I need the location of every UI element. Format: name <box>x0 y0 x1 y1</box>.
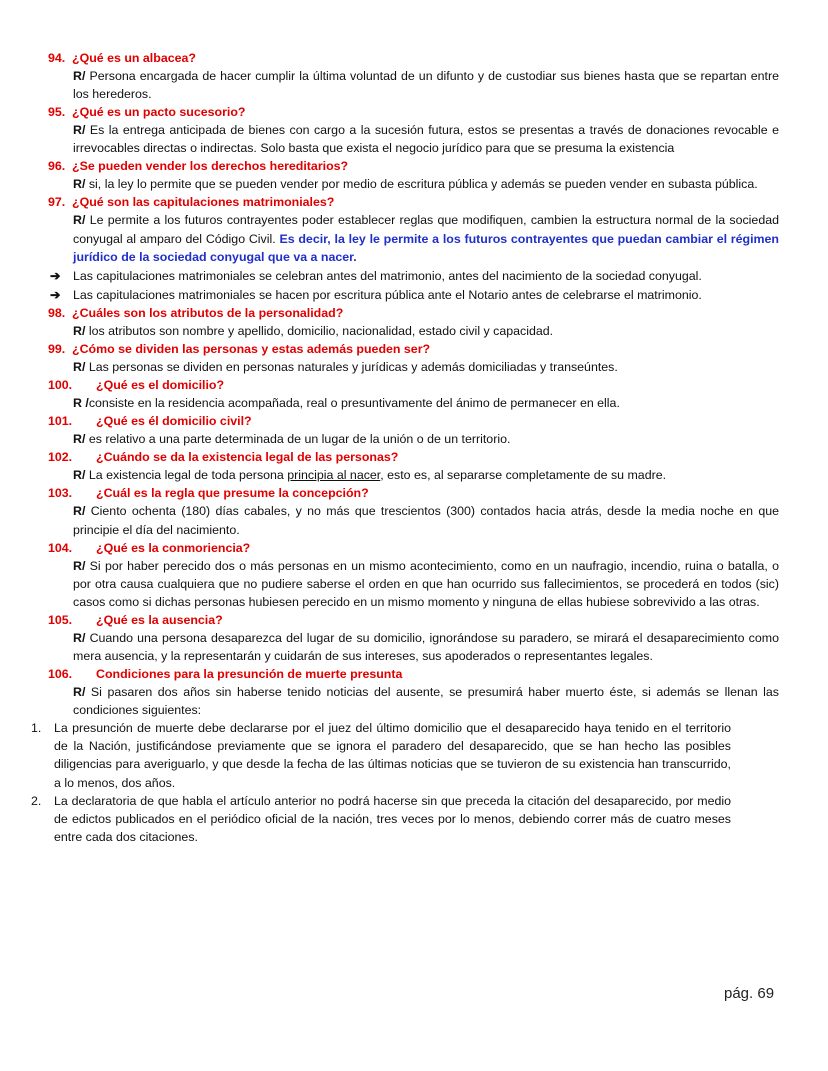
answer-94 <box>73 67 779 103</box>
answer-97 <box>73 211 779 265</box>
question-number: 96. <box>48 159 66 174</box>
question-number: 97. <box>48 195 66 210</box>
question-98 <box>48 304 779 322</box>
question-text: ¿Qué es la conmoriencia? <box>96 540 251 555</box>
answer-96 <box>73 175 779 193</box>
answer-prefix: R/ <box>73 685 86 700</box>
qa-entry-103 <box>48 484 779 538</box>
answer-text: Le permite a los futuros contrayentes poder establecer reglas que modifiquen, cambien la estructura normal de la sociedad conyugal al amparo del Código Civil. <box>73 213 779 246</box>
qa-list <box>0 49 779 846</box>
bullet-item <box>48 267 731 285</box>
answer-text: Las personas se dividen en personas naturales y jurídicas y además domiciliadas y transeúntes. <box>88 360 618 375</box>
question-100 <box>48 376 779 394</box>
question-96 <box>48 157 779 175</box>
question-94 <box>48 49 779 67</box>
item-text: La declaratoria de que habla el artículo anterior no podrá hacerse sin que preceda la citación del desaparecido, por medio de edictos publicados en el periódico oficial de la nación, tres veces por lo menos, debiendo correr más de cuatro meses entre cada dos citaciones. <box>54 793 731 844</box>
item-number: 1. <box>31 721 42 736</box>
question-text: ¿Qué son las capitulaciones matrimoniales? <box>72 195 335 210</box>
answer-text: Ciento ochenta (180) días cabales, y no más que trescientos (300) contados hacia atrás, desde la media noche en que principie el día del nacimiento. <box>73 504 779 537</box>
page-number: pág. 69 <box>724 985 775 1002</box>
question-102 <box>48 448 779 466</box>
qa-entry-102 <box>48 448 779 484</box>
question-text: ¿Qué es un albacea? <box>72 51 196 65</box>
question-number: 106. <box>48 667 73 682</box>
numbered-item <box>29 792 731 846</box>
qa-entry-99 <box>48 340 779 376</box>
qa-entry-101 <box>48 412 779 448</box>
answer-103 <box>73 502 779 538</box>
answer-prefix: R/ <box>73 69 86 83</box>
answer-text: si, la ley lo permite que se pueden vender por medio de escritura pública y además se pueden vender en subasta pública. <box>88 177 758 192</box>
question-text: ¿Cuándo se da la existencia legal de las personas? <box>96 450 399 465</box>
answer-text: los atributos son nombre y apellido, domicilio, nacionalidad, estado civil y capacidad. <box>88 323 554 338</box>
question-number: 95. <box>48 105 66 120</box>
question-text: ¿Se pueden vender los derechos hereditarios? <box>72 159 349 174</box>
qa-entry-95 <box>48 103 779 157</box>
question-text: ¿Qué es el domicilio? <box>96 378 225 393</box>
question-text: Condiciones para la presunción de muerte presunta <box>96 667 403 682</box>
answer-prefix: R/ <box>73 360 86 375</box>
answer-prefix: R / <box>73 396 89 411</box>
answer-underlined-text: principia al nacer <box>287 468 381 483</box>
answer-prefix: R/ <box>73 558 86 573</box>
question-number: 99. <box>48 342 66 357</box>
answer-text: es relativo a una parte determinada de un lugar de la unión o de un territorio. <box>88 432 511 447</box>
answer-106 <box>73 683 779 719</box>
answer-text-end: , esto es, al separarse completamente de su madre. <box>380 468 667 483</box>
question-number: 100. <box>48 378 73 393</box>
answer-100 <box>73 394 779 412</box>
question-95 <box>48 103 779 121</box>
answer-98 <box>73 322 779 340</box>
arrow-right-icon: ➔ <box>50 268 61 283</box>
question-101 <box>48 412 779 430</box>
answer-prefix: R/ <box>73 468 86 483</box>
answer-prefix: R/ <box>73 432 86 447</box>
qa-entry-98 <box>48 304 779 340</box>
answer-text: Es la entrega anticipada de bienes con cargo a la sucesión futura, estos se presentas a través de donaciones revocable e irrevocables directas o indirectas. Solo basta que exista el negocio jurídico para que se presuma la existencia <box>73 123 779 156</box>
qa-entry-94 <box>48 49 779 103</box>
answer-text: Cuando una persona desaparezca del lugar de su domicilio, ignorándose su paradero, se mirará el desaparecimiento como mera ausencia, y la representarán y cuidarán de sus intereses, sus apoderados o representantes legales. <box>73 630 779 663</box>
numbered-item <box>29 719 731 791</box>
answer-102 <box>73 466 779 484</box>
answer-prefix: R/ <box>73 504 86 519</box>
answer-emphasis: Es decir, la ley le permite a los futuros contrayentes que puedan cambiar el régimen jurídico de la sociedad conyugal que va a nacer. <box>73 231 779 264</box>
question-text: ¿Qué es un pacto sucesorio? <box>72 105 246 120</box>
answer-prefix: R/ <box>73 323 86 338</box>
question-number: 94. <box>48 51 66 65</box>
question-text: ¿Cómo se dividen las personas y estas además pueden ser? <box>72 342 431 357</box>
answer-104 <box>73 557 779 611</box>
bullet-text: Las capitulaciones matrimoniales se hacen por escritura pública ante el Notario antes de celebrarse el matrimonio. <box>73 287 702 302</box>
answer-text: Persona encargada de hacer cumplir la última voluntad de un difunto y de custodiar sus bienes hasta que se repartan entre los herederos. <box>73 69 779 102</box>
question-number: 101. <box>48 414 73 429</box>
qa-entry-96 <box>48 157 779 193</box>
answer-prefix: R/ <box>73 630 86 645</box>
question-104 <box>48 539 779 557</box>
answer-101 <box>73 430 779 448</box>
answer-prefix: R/ <box>73 123 86 138</box>
question-text: ¿Cuál es la regla que presume la concepción? <box>96 486 369 501</box>
qa-entry-100 <box>48 376 779 412</box>
bullet-text: Las capitulaciones matrimoniales se celebran antes del matrimonio, antes del nacimiento de la sociedad conyugal. <box>73 268 702 283</box>
bullet-item <box>48 286 731 304</box>
answer-text: La existencia legal de toda persona <box>88 468 288 483</box>
question-number: 103. <box>48 486 73 501</box>
question-text: ¿Qué es él domicilio civil? <box>96 414 252 429</box>
qa-entry-106 <box>48 665 779 719</box>
qa-entry-97 <box>48 193 779 265</box>
question-105 <box>48 611 779 629</box>
arrow-right-icon: ➔ <box>50 287 61 302</box>
item-number: 2. <box>31 793 42 808</box>
question-number: 104. <box>48 540 73 555</box>
answer-95 <box>73 121 779 157</box>
answer-105 <box>73 629 779 665</box>
question-97 <box>48 193 779 211</box>
question-text: ¿Cuáles son los atributos de la personalidad? <box>72 305 344 320</box>
question-99 <box>48 340 779 358</box>
qa-entry-104 <box>48 539 779 611</box>
question-number: 98. <box>48 305 66 320</box>
answer-text: consiste en la residencia acompañada, real o presuntivamente del ánimo de permanecer en ella. <box>88 396 620 411</box>
answer-99 <box>73 358 779 376</box>
answer-text: Si por haber perecido dos o más personas en un mismo acontecimiento, como en un naufragio, incendio, ruina o batalla, o por otra causa cualquiera que no pudiere saberse el orden en que han ocurrido sus fallecimientos, se procederá en todos (sic) casos como si dichas personas hubiesen perecido en un mismo momento y ninguna de ellas hubiese sobrevivido a las otras. <box>73 558 779 609</box>
question-number: 102. <box>48 450 73 465</box>
answer-prefix: R/ <box>73 213 86 228</box>
answer-text: Si pasaren dos años sin haberse tenido noticias del ausente, se presumirá haber muerto éste, si además se llenan las condiciones siguientes: <box>73 685 779 718</box>
item-text: La presunción de muerte debe declararse por el juez del último domicilio que el desaparecido haya tenido en el territorio de la Nación, justificándose previamente que se ignora el paradero del desaparecido, que se han hecho las posibles diligencias para averiguarlo, y que desde la fecha de las últimas noticias que se tuvieron de su existencia han transcurrido, a lo menos, dos años. <box>54 721 731 790</box>
qa-entry-105 <box>48 611 779 665</box>
question-103 <box>48 484 779 502</box>
question-text: ¿Qué es la ausencia? <box>96 612 223 627</box>
question-number: 105. <box>48 612 73 627</box>
question-106 <box>48 665 779 683</box>
answer-prefix: R/ <box>73 177 86 192</box>
